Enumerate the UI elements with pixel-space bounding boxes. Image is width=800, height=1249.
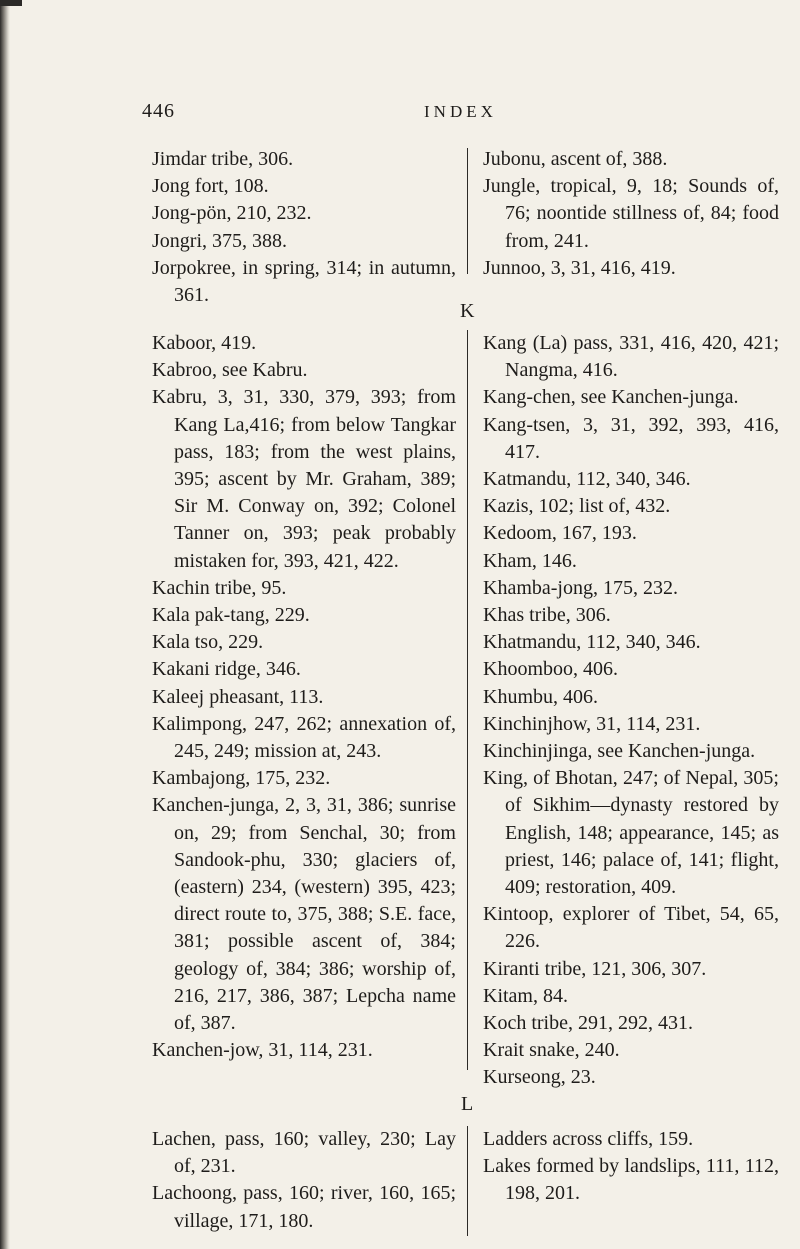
index-entry: Kala pak-tang, 229.: [152, 604, 310, 627]
index-entry: Kiranti tribe, 121, 306, 307.: [483, 957, 707, 980]
section-l-left-column: [152, 1126, 456, 1235]
index-entry: Lachoong, pass, 160; river, 160, 165; village, 171, 180.: [152, 1182, 456, 1232]
index-entry: Kang (La) pass, 331, 416, 420, 421; Nangma, 416.: [483, 332, 779, 382]
index-entry: Kakani ridge, 346.: [152, 658, 301, 681]
index-entry: Khoomboo, 406.: [483, 658, 618, 681]
column-divider: [467, 1126, 468, 1236]
index-entry: Kham, 146.: [483, 549, 577, 572]
index-entry: Krait snake, 240.: [483, 1039, 620, 1062]
column-divider: [467, 330, 468, 1070]
running-head: INDEX: [424, 102, 497, 121]
index-entry: Jorpokree, in spring, 314; in autumn, 361.: [152, 256, 456, 307]
section-j-left-column: [152, 146, 456, 309]
index-entry: Jong-pön, 210, 232.: [152, 202, 312, 225]
page-edge-shadow: [0, 0, 10, 1249]
index-entry: Kambajong, 175, 232.: [152, 767, 331, 790]
index-entry: Khumbu, 406.: [483, 685, 598, 708]
index-entry: Khas tribe, 306.: [483, 604, 611, 627]
section-k-left-column: [152, 330, 456, 1064]
index-entry: Kabroo, see Kabru.: [152, 359, 308, 382]
index-entry: Kanchen-jow, 31, 114, 231.: [152, 1039, 373, 1062]
index-entry: Kalimpong, 247, 262; annexation of, 245, 249; mission at, 243.: [152, 712, 456, 763]
index-entry: Katmandu, 112, 340, 346.: [483, 468, 691, 491]
index-entry: Junnoo, 3, 31, 416, 419.: [483, 256, 676, 279]
index-entry: Kanchen-junga, 2, 3, 31, 386; sunrise on, 29; from Senchal, 30; from Sandook-phu, 330; glaciers of, (eastern) 234, (western) 395, 423; direct route to, 375, 388; S.E. face, 381; possible ascent of, 384; geology of, 384; 386; worship of, 216, 217, 386, 387; Lepcha name of, 387.: [152, 794, 456, 1035]
index-entry: Kedoom, 167, 193.: [483, 522, 637, 545]
index-entry: Kinchinjinga, see Kanchen-junga.: [483, 740, 756, 763]
index-entry: Jungle, tropical, 9, 18; Sounds of, 76; noontide stillness of, 84; food from, 241.: [483, 175, 779, 252]
index-entry: Jongri, 375, 388.: [152, 229, 287, 252]
index-entry: Jong fort, 108.: [152, 175, 269, 198]
section-letter-k: K: [460, 300, 475, 322]
index-entry: Kang-chen, see Kanchen-junga.: [483, 386, 739, 409]
index-entry: Khamba-jong, 175, 232.: [483, 576, 678, 599]
index-entry: Kitam, 84.: [483, 984, 568, 1007]
index-entry: Kachin tribe, 95.: [152, 576, 287, 599]
index-entry: Jubonu, ascent of, 388.: [483, 148, 668, 170]
index-entry: Kinchinjhow, 31, 114, 231.: [483, 712, 701, 735]
section-j-right-column: [483, 146, 779, 282]
index-entry: Kaboor, 419.: [152, 332, 257, 354]
index-entry: Kabru, 3, 31, 330, 379, 393; from Kang La,416; from below Tangkar pass, 183; from the west plains, 395; ascent by Mr. Graham, 389; Sir M. Conway on, 392; Colonel Tanner on, 393; peak probably mistaken for, 393, 421, 422.: [152, 386, 456, 572]
index-entry: Ladders across cliffs, 159.: [483, 1128, 694, 1150]
index-entry: Khatmandu, 112, 340, 346.: [483, 631, 701, 654]
page-number: 446: [142, 100, 175, 122]
index-entry: Kala tso, 229.: [152, 631, 264, 654]
index-entry: Lakes formed by landslips, 111, 112, 198, 201.: [483, 1155, 779, 1205]
index-entry: Jimdar tribe, 306.: [152, 148, 294, 170]
page-header: [0, 100, 800, 130]
index-entry: Kurseong, 23.: [483, 1066, 596, 1089]
column-divider: [467, 148, 468, 274]
index-entry: King, of Bhotan, 247; of Nepal, 305; of Sikhim—dynasty restored by English, 148; appearance, 145; as priest, 146; palace of, 141; flight, 409; restoration, 409.: [483, 767, 779, 899]
index-entry: Koch tribe, 291, 292, 431.: [483, 1012, 693, 1035]
index-entry: Kaleej pheasant, 113.: [152, 685, 324, 708]
section-letter-l: L: [461, 1093, 474, 1115]
index-entry: Kang-tsen, 3, 31, 392, 393, 416, 417.: [483, 413, 779, 463]
section-k-right-column: [483, 330, 779, 1092]
index-entry: Kintoop, explorer of Tibet, 54, 65, 226.: [483, 903, 779, 953]
corner-mark: [0, 0, 22, 6]
index-entry: Kazis, 102; list of, 432.: [483, 495, 671, 518]
section-l-right-column: [483, 1126, 779, 1208]
index-entry: Lachen, pass, 160; valley, 230; Lay of, 231.: [152, 1128, 456, 1178]
